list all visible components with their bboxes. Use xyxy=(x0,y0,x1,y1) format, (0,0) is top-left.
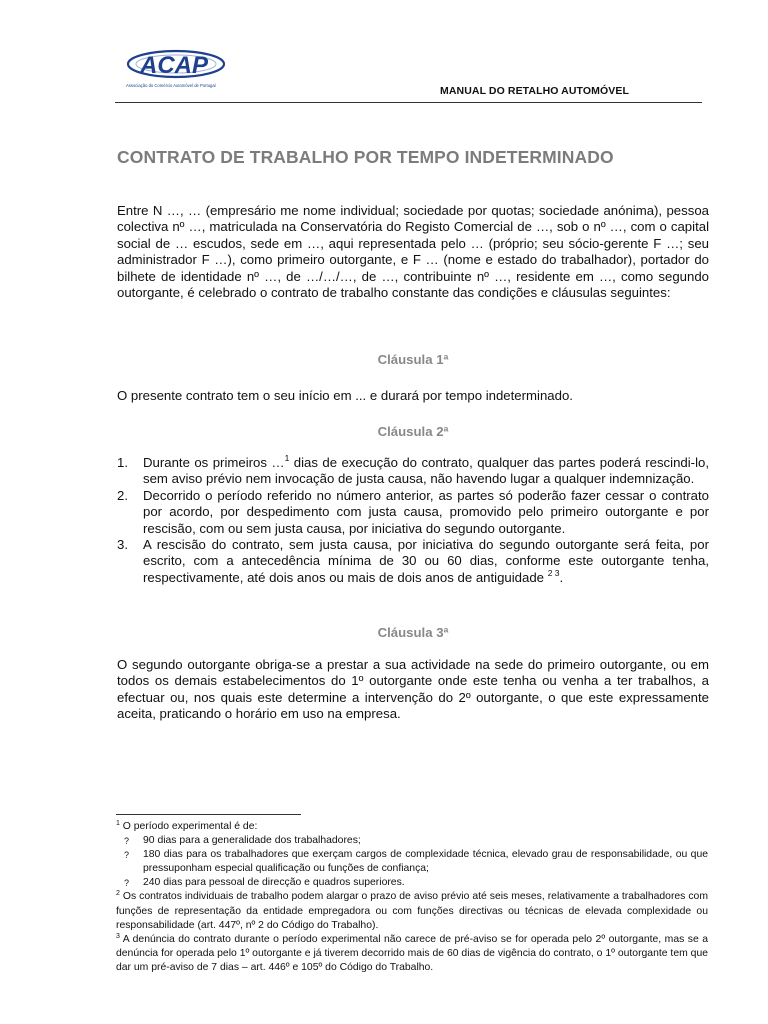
footnote-mark: 2 xyxy=(116,890,120,898)
clause-3-heading: Cláusula 3ª xyxy=(377,625,449,640)
header-divider xyxy=(115,102,702,103)
list-item-text: Decorrido o período referido no número anterior, as partes só poderão fazer cessar o contrato por acordo, por despedimento com justa causa, promovido pelo primeiro outorgante e por rescisão, com ou sem justa causa, por iniciativa do segundo outorgante. xyxy=(143,487,709,536)
footnote-1-item xyxy=(116,876,708,890)
list-item-text: dias de execução do contrato, qualquer das partes poderá rescindi-lo, sem aviso prévio nem invocação de justa causa, não havendo lugar a qualquer indemnização. xyxy=(143,455,710,487)
clause-2-heading: Cláusula 2ª xyxy=(377,424,449,439)
list-item-number: 3. xyxy=(117,537,128,553)
footnote-text: O período experimental é de: xyxy=(119,821,258,832)
footnote-divider xyxy=(116,814,301,815)
footnote-item-text: 240 dias para pessoal de direcção e quadros superiores. xyxy=(143,877,405,889)
footnote-1-item xyxy=(116,848,708,876)
footnote-text: A denúncia do contrato durante o período experimental não carece de pré-aviso se for operada pelo 2º outorgante, mas se a denúncia for operada pelo 1º outorgante e já tiverem decorrido mais de 60 dias de vigência do contrato, o 1º outorgante tem que dar um pré-aviso de 7 dias – art. 446º e 105º do Código do Trabalho. xyxy=(116,933,708,973)
footnote-mark: 1 xyxy=(116,820,120,827)
list-item xyxy=(117,488,709,537)
bullet-icon: ? xyxy=(124,878,130,889)
footnote-1 xyxy=(116,820,708,834)
list-item-text: Durante os primeiros … xyxy=(143,455,285,470)
list-item-text: A rescisão do contrato, sem justa causa, por iniciativa do segundo outorgante será feita, por escrito, com a antecedência mínima de 30 ou 60 dias, conforme este outorgante tenha, respectivamente, até dois anos ou mais de dois anos de antiguidade xyxy=(143,537,709,585)
list-item xyxy=(117,537,709,586)
footnote-1-item xyxy=(116,834,708,848)
footnote-mark: 3 xyxy=(116,932,120,940)
intro-paragraph: Entre N …, … (empresário me nome individual; sociedade por quotas; sociedade anónima), pessoa colectiva nº …, matriculada na Conservatória do Registo Comercial de …, sob o nº …, com o capital social de … escudos, sede em …, aqui representada pelo … (próprio; seu sócio-gerente F …; seu administrador F …), como primeiro outorgante, e F … (nome e estado do trabalhador), portador do bilhete de identidade nº …, de …/…/…, de …, contribuinte nº …, residente em …, como segundo outorgante, é celebrado o contrato de trabalho constante das condições e cláusulas seguintes: xyxy=(117,203,709,301)
acap-logo xyxy=(116,45,226,93)
logo-wordmark: ACAP xyxy=(139,52,209,79)
list-item-text: . xyxy=(559,569,564,585)
list-item xyxy=(117,455,709,488)
list-item-number: 2. xyxy=(117,487,128,503)
footnote-item-text: 90 dias para a generalidade dos trabalhadores; xyxy=(143,835,361,847)
footnote-item-text: 180 dias para os trabalhadores que exerçam cargos de complexidade técnica, elevado grau de responsabilidade, ou que pressuponham especial qualificação ou funções de confiança; xyxy=(143,849,708,875)
clause-3-text: O segundo outorgante obriga-se a prestar a sua actividade na sede do primeiro outorgante, ou em todos os demais estabelecimentos do 1º outorgante onde este tenha ou venha a ter trabalhos, a efectuar ou, nos quais este determine a intervenção do 2º outorgante, o que este expressamente aceita, praticando o horário em uso na empresa. xyxy=(117,657,709,722)
footnote-text: Os contratos individuais de trabalho podem alargar o prazo de aviso prévio até seis meses, relativamente a trabalhadores com funções de representação da entidade empregadora ou com funções directivas ou técnicas de elevada complexidade ou responsabilidade (art. 447º, nº 2 do Código do Trabalho). xyxy=(116,891,708,931)
clause-2-list xyxy=(117,455,709,586)
logo-subtitle: Associação do Comércio Automóvel de Portugal xyxy=(126,83,216,88)
footnote-ref: 1 xyxy=(284,453,290,463)
clause-1-text: O presente contrato tem o seu início em ... e durará por tempo indeterminado. xyxy=(117,388,573,403)
list-item-number: 1. xyxy=(117,455,128,470)
footnotes xyxy=(116,820,708,975)
header-title: MANUAL DO RETALHO AUTOMÓVEL xyxy=(440,85,629,97)
footnote-3 xyxy=(116,933,708,975)
clause-1-heading: Cláusula 1ª xyxy=(377,352,449,367)
bullet-icon: ? xyxy=(124,850,130,861)
bullet-icon: ? xyxy=(124,836,130,847)
footnote-ref: 2 3 xyxy=(547,567,560,578)
document-title: CONTRATO DE TRABALHO POR TEMPO INDETERMINADO xyxy=(117,147,614,167)
footnote-2 xyxy=(116,890,708,932)
